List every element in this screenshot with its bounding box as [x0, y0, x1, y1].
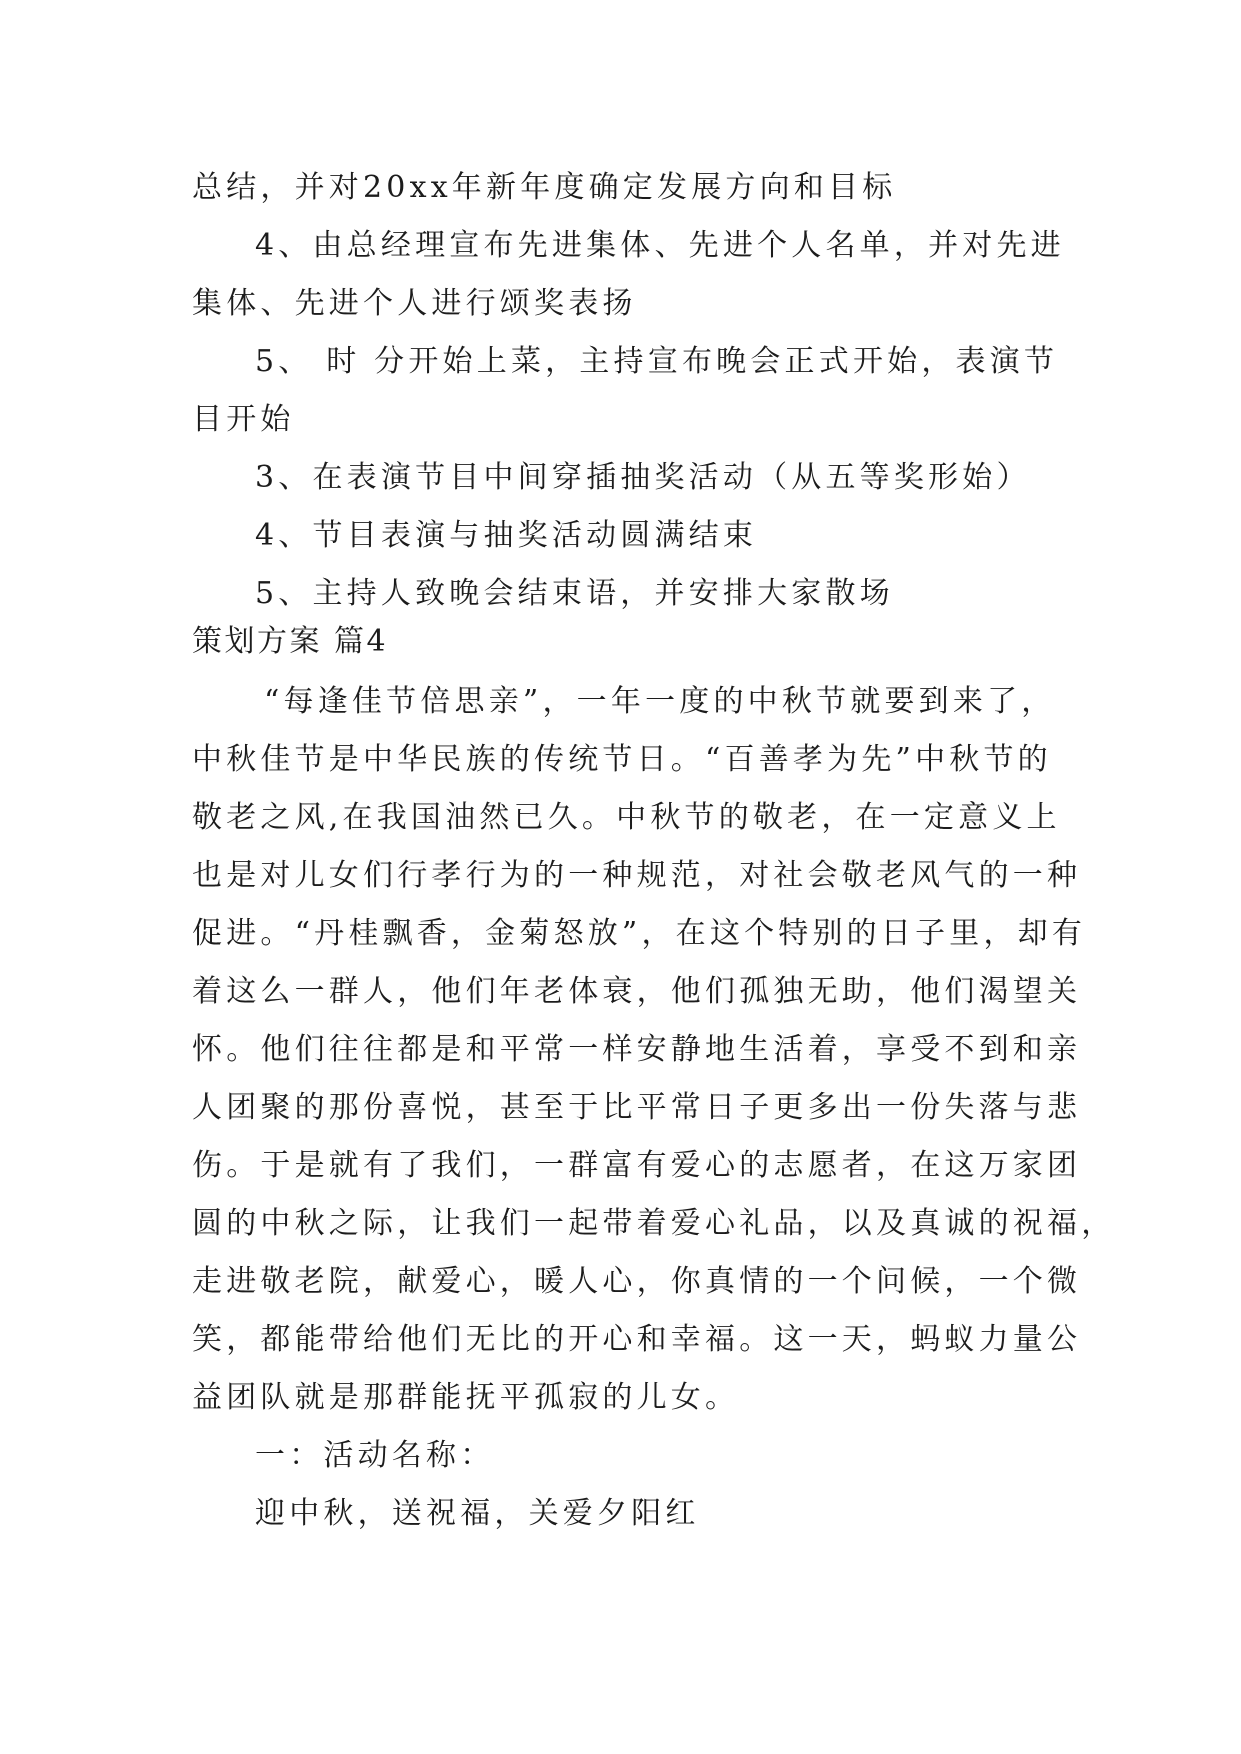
- paragraph-line: 人团聚的那份喜悦，甚至于比平常日子更多出一份失落与悲: [192, 1090, 1082, 1125]
- paragraph-line: 敬老之风,在我国油然已久。中秋节的敬老，在一定意义上: [192, 800, 1061, 835]
- paragraph-line: 笑，都能带给他们无比的开心和幸福。这一天，蚂蚁力量公: [192, 1322, 1082, 1357]
- activity-name: 迎中秋，送祝福，关爱夕阳红: [255, 1496, 700, 1531]
- section-heading: 策划方案 篇4: [192, 624, 389, 659]
- paragraph-line: 中秋佳节是中华民族的传统节日。“百善孝为先”中秋节的: [192, 742, 1052, 777]
- paragraph-line: 伤。于是就有了我们，一群富有爱心的志愿者，在这万家团: [192, 1148, 1082, 1183]
- paragraph-line: 走进敬老院，献爱心，暖人心，你真情的一个问候，一个微: [192, 1264, 1082, 1299]
- list-item: 5、主持人致晚会结束语，并安排大家散场: [255, 576, 894, 611]
- paragraph-line: 也是对儿女们行孝行为的一种规范，对社会敬老风气的一种: [192, 858, 1082, 893]
- text-line: 总结，并对20xx年新年度确定发展方向和目标: [192, 170, 897, 205]
- paragraph-line: 益团队就是那群能抚平孤寂的儿女。: [192, 1380, 740, 1415]
- subheading: 一：活动名称：: [255, 1438, 495, 1473]
- paragraph-line: 着这么一群人，他们年老体衰，他们孤独无助，他们渴望关: [192, 974, 1082, 1009]
- paragraph-line: “每逢佳节倍思亲”，一年一度的中秋节就要到来了，: [264, 684, 1056, 719]
- paragraph-line: 促进。“丹桂飘香，金菊怒放”，在这个特别的日子里，却有: [192, 916, 1087, 951]
- paragraph-line: 圆的中秋之际，让我们一起带着爱心礼品，以及真诚的祝福，: [192, 1206, 1116, 1241]
- text-line: 目开始: [192, 402, 295, 437]
- list-item: 5、 时 分开始上菜，主持宣布晚会正式开始，表演节: [255, 344, 1059, 379]
- list-item: 4、由总经理宣布先进集体、先进个人名单，并对先进: [255, 228, 1065, 263]
- list-item: 3、在表演节目中间穿插抽奖活动（从五等奖形始）: [255, 460, 1031, 495]
- text-line: 集体、先进个人进行颂奖表扬: [192, 286, 637, 321]
- paragraph-line: 怀。他们往往都是和平常一样安静地生活着，享受不到和亲: [192, 1032, 1082, 1067]
- list-item: 4、节目表演与抽奖活动圆满结束: [255, 518, 758, 553]
